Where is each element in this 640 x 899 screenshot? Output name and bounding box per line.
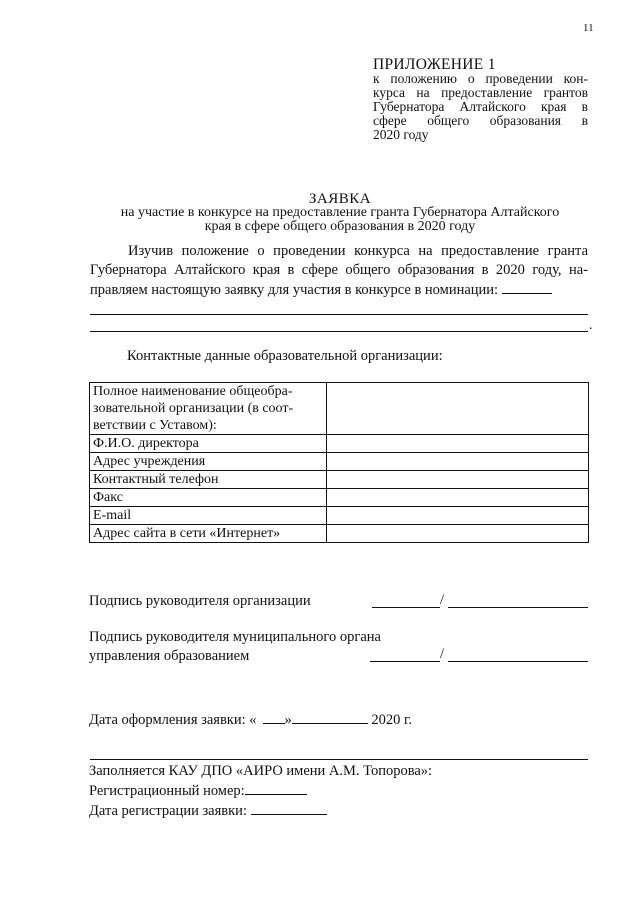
office-use-title: Заполняется КАУ ДПО «АИРО имени А.М. Топорова»: bbox=[89, 763, 433, 779]
row-label: ветствии с Уставом): bbox=[93, 418, 217, 433]
head-org-signature-label: Подпись руководителя организации bbox=[89, 593, 311, 609]
appendix-line: к положению о проведении кон- bbox=[373, 71, 588, 86]
document-subtitle-line: края в сфере общего образования в 2020 году bbox=[204, 219, 476, 234]
reg-number-blank[interactable] bbox=[245, 781, 307, 795]
table-row bbox=[90, 489, 589, 507]
email-cell[interactable] bbox=[327, 507, 589, 525]
municipal-signature-label-line: Подпись руководителя муниципального органа bbox=[89, 629, 381, 645]
municipal-name-line[interactable] bbox=[448, 661, 588, 662]
reg-date-line bbox=[89, 801, 432, 821]
intro-line: Изучив положение о проведении конкурса на предоставление гранта bbox=[128, 243, 588, 259]
municipal-signature-label bbox=[89, 628, 381, 666]
appendix-title: ПРИЛОЖЕНИЕ 1 bbox=[373, 56, 496, 73]
intro-line-nomination bbox=[90, 280, 588, 300]
nomination-blank[interactable] bbox=[502, 280, 552, 294]
reg-date-label: Дата регистрации заявки: bbox=[89, 803, 247, 819]
contacts-label-cell bbox=[90, 383, 327, 435]
nomination-fill-line[interactable] bbox=[90, 331, 588, 332]
municipal-signature-line[interactable] bbox=[370, 661, 440, 662]
contacts-heading: Контактные данные образовательной организации: bbox=[127, 348, 443, 364]
row-label: зовательной организации (в соот- bbox=[93, 401, 294, 416]
row-label: Контактный телефон bbox=[90, 471, 327, 489]
appendix-block bbox=[373, 58, 588, 142]
head-org-signature-line[interactable] bbox=[372, 607, 440, 608]
head-org-name-line[interactable] bbox=[448, 607, 588, 608]
address-cell[interactable] bbox=[327, 453, 589, 471]
intro-line: правляем настоящую заявку для участия в конкурсе в номинации: bbox=[90, 282, 499, 298]
row-label: Ф.И.О. директора bbox=[90, 435, 327, 453]
nomination-end-mark: . bbox=[589, 318, 593, 333]
nomination-fill-line[interactable] bbox=[90, 314, 588, 315]
row-label: E-mail bbox=[90, 507, 327, 525]
municipal-signature-label-line: управления образованием bbox=[89, 648, 250, 664]
fax-cell[interactable] bbox=[327, 489, 589, 507]
appendix-line: Губернатора Алтайского края в bbox=[373, 99, 588, 114]
document-title: ЗАЯВКА bbox=[308, 191, 372, 207]
reg-date-blank[interactable] bbox=[251, 801, 327, 815]
appendix-line: 2020 году bbox=[373, 127, 429, 142]
reg-number-label: Регистрационный номер: bbox=[89, 783, 245, 799]
director-name-cell[interactable] bbox=[327, 435, 589, 453]
row-label: Полное наименование общеобра- bbox=[93, 384, 293, 399]
office-separator-line bbox=[90, 759, 588, 760]
table-row bbox=[90, 383, 589, 435]
table-row bbox=[90, 471, 589, 489]
signature-slash: / bbox=[440, 646, 445, 662]
document-subtitle-line: на участие в конкурсе на предоставление гранта Губернатора Алтайского bbox=[120, 205, 560, 220]
application-date-line bbox=[89, 710, 412, 730]
signature-slash: / bbox=[440, 592, 445, 608]
date-month-blank[interactable] bbox=[292, 710, 368, 724]
intro-paragraph bbox=[90, 242, 588, 300]
date-quote-close: » bbox=[284, 712, 292, 728]
date-year: 2020 г. bbox=[371, 712, 412, 728]
document-heading bbox=[0, 192, 640, 234]
office-use-block bbox=[89, 762, 432, 821]
table-row bbox=[90, 435, 589, 453]
date-day-blank[interactable] bbox=[263, 710, 285, 724]
row-label: Адрес учреждения bbox=[90, 453, 327, 471]
intro-line: Губернатора Алтайского края в сфере общего образования в 2020 году, на- bbox=[90, 262, 588, 278]
phone-cell[interactable] bbox=[327, 471, 589, 489]
appendix-line: курса на предоставление грантов bbox=[373, 85, 588, 100]
row-label: Адрес сайта в сети «Интернет» bbox=[90, 525, 327, 543]
contacts-table bbox=[89, 382, 589, 543]
table-row bbox=[90, 507, 589, 525]
website-cell[interactable] bbox=[327, 525, 589, 543]
appendix-line: сфере общего образования в bbox=[373, 113, 588, 128]
row-label: Факс bbox=[90, 489, 327, 507]
date-label: Дата оформления заявки: « bbox=[89, 712, 257, 728]
table-row bbox=[90, 525, 589, 543]
organization-name-cell[interactable] bbox=[327, 383, 589, 435]
reg-number-line bbox=[89, 781, 432, 801]
page-number: 11 bbox=[583, 22, 594, 34]
table-row bbox=[90, 453, 589, 471]
